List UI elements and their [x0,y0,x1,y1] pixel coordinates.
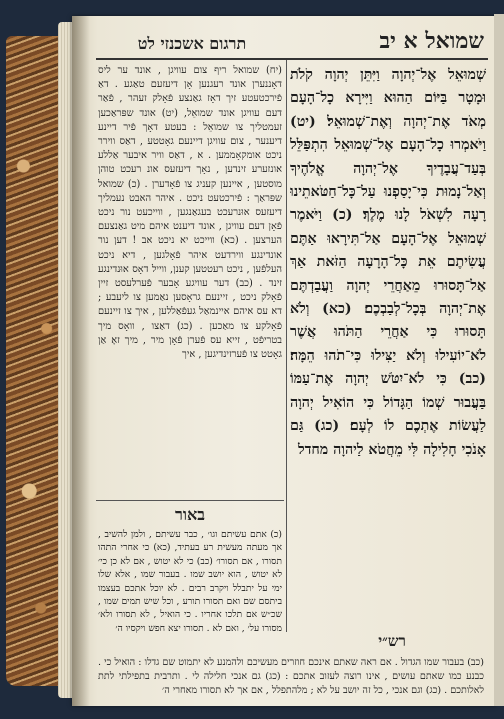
biur-commentary: (כ) אתם עשיתם וגו׳ , כבר עשיתם , ולמן להשיב , אך מעתה מעשית רע בעתיד, (כא) כי אחרי התהו תסורו , אם תסורו׳ (כב) כי לא יטוש , אם לא כן כי׳ לא יטוש , הוא יושב שמו . בעבור שמו , אלא שלו ימי על יתבלל ויקרב רבים . לא יוכל אתכם בעצמו ביתסם שם ואם תסורו תורע , וכל שיש תמים שמו , שכ״ש אם תלכו אחריו . כי הואיל , לא תסורו ולא׳ מסורו על׳ , ואם לא . תסורו יצא חפש ויקסיו ה׳ [98,529,282,634]
book-edge [6,36,64,686]
column-separator [286,60,287,632]
translation-column: (יח) שמואל ריף צום עוויגן , אונד ער ליס דאָננערן אונד רעגנען אָן דיעזעם טאַגע . דאַ פֿירכטעטע זיך דאָז גאַנצע פֿאָלק זעהר , פֿאַר דעם עוויגן אונד שמואֵל, (יט) אונד שפּראַכען זעמטליך צו שמואֵל : בעטע דאָך פֿיר דיינע דיענער , צום עוויגן דיינעם גאָטטע , דאַס ווירר ניכט אומקאָממען . א , דאַס וויר איבער אַללע אונזערע זינדען , נאָך דיעזעס אונ רעכט טוהן מוסטען , איינען קעניג צו פֿאָדערן . (כ) שמואל שפּראַך : פֿירכטעט ניכט . איהר האבט נעמליך דיעזעס אוּנרעכט בעגאַנגען , ווייכעט נור ניכט פֿאָן דעם עוויגן , אונד דיענט איהם מיט גאַנצעם הערצען . (כא) ווייכט יא ניכט אב ! דען נור אונדינגע ווירדעט איהר פֿאָלגען , דיא ניכט העלפֿען , ניכט רעטטען קענן, ווייל דאָס אוּנדינגע זינד . (כב) דער עוויגע אָבער פֿערלעסט זיין פֿאָלק ניכט , זיינעם גראָסען נאַמען צו ליעבע ; דא עס איהם איינמאַל געפֿאַללען , איך צו זיינעם פֿאָלקע צו מאַכען . (כג) דאַצו , וואָס מיך בטריפֿט , זייא עס פֿערן פֿאָן מיר , מיך זאָ אַן גאָטט צו פֿערזינדיגען , איך [98,65,282,361]
facing-page-edge [494,14,504,706]
scripture-column: שְׁמוּאֵל אֶל־יְהוָה וַיִּתֵּן יְהוָה קֹלֹת וּמָטָר בַּיּוֹם הַהוּא וַיִּירָא כָל־הָעָם מְאֹד אֶת־יְהוָה וְאֶת־שְׁמוּאֵל׃ (יט) וַיֹּאמְרוּ כָל־הָעָם אֶל־שְׁמוּאֵל הִתְפַּלֵּל בְּעַד־עֲבָדֶיךָ אֶל־יְהוָה אֱלֹהֶיךָ וְאַל־נָמוּת כִּי־יָסַפְנוּ עַל־כָּל־חַטֹּאתֵינוּ רָעָה לִשְׁאֹל לָנוּ מֶלֶךְ׃ (כ) וַיֹּאמֶר שְׁמוּאֵל אֶל־הָעָם אַל־תִּירָאוּ אַתֶּם עֲשִׂיתֶם אֵת כָּל־הָרָעָה הַזֹּאת אַךְ אַל־תָּסוּרוּ מֵאַחֲרֵי יְהוָה וַעֲבַדְתֶּם אֶת־יְהוָה בְּכָל־לְבַבְכֶם׃ (כא) וְלֹא תָּסוּרוּ כִּי אַחֲרֵי הַתֹּהוּ אֲשֶׁר לֹא־יוֹעִילוּ וְלֹא יַצִּילוּ כִּי־תֹהוּ הֵמָּה׃ (כב) כִּי לֹא־יִטֹּשׁ יְהוָה אֶת־עַמּוֹ בַּעֲבוּר שְׁמוֹ הַגָּדוֹל כִּי הוֹאִיל יְהוָה לַעֲשׂוֹת אֶתְכֶם לוֹ לְעָם׃ (כג) גַּם אָנֹכִי חָלִילָה לִּי מֵחֲטֹא לַיהוָה מחדל [290,67,486,458]
spine-shadow [72,16,90,706]
header-rule [96,58,488,60]
biur-heading: באור [175,505,205,524]
rashi-heading: רש״י [378,632,406,650]
biur-rule [96,500,284,501]
rashi-commentary: (כב) בעבור שמו הגדול . אם ראה שאתם אינכם חוזרים מעשיכם ולהמנע לא יתמוט שם גדלו : הואיל כי . כבנע כמו שאתם עושים , אינו רוצה לעזוב אתכם : (כג) גם אנכי חלילה לי . ותרבית בתפילתי לתת לאלותכם . (כג) וגם אנכי , כל זה יושב על לא ; מלהתפלל , אם אך לא תסורו מאחרי ה׳ [98,657,484,696]
running-header-book: שמואל א יב [379,28,484,54]
running-header-targum: תרגום אשכנזי לט [137,34,247,53]
